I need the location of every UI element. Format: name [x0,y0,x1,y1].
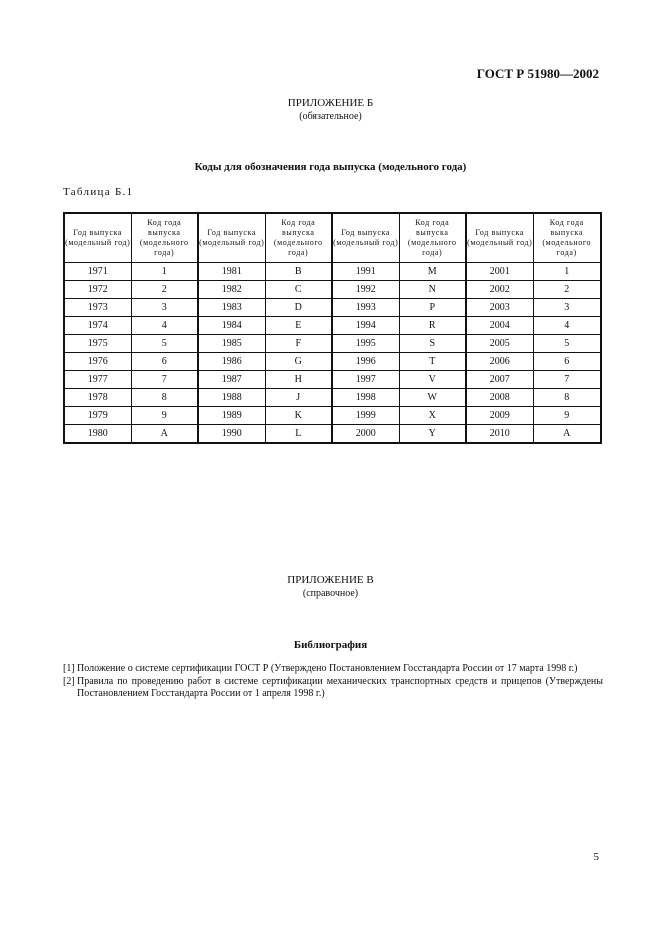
year-cell: 2009 [466,407,533,425]
code-cell: 6 [533,353,601,371]
code-cell: K [265,407,332,425]
year-cell: 1981 [198,263,265,281]
year-cell: 1977 [64,371,131,389]
code-cell: 4 [533,317,601,335]
header-year: Год выпуска (модельный год) [198,213,265,263]
bibliography-entry [63,663,603,675]
code-cell: F [265,335,332,353]
appendix-v-status: (справочное) [302,588,359,599]
year-cell: 1982 [198,281,265,299]
code-cell: S [399,335,466,353]
year-cell: 1995 [332,335,399,353]
header-code: Код года выпуска (модельного года) [533,213,601,263]
code-cell: H [265,371,332,389]
header-code: Код года выпуска (модельного года) [131,213,198,263]
code-cell: 5 [533,335,601,353]
appendix-v-title: ПРИЛОЖЕНИЕ В [287,574,374,586]
year-cell: 1984 [198,317,265,335]
header-year: Год выпуска (модельный год) [64,213,131,263]
document-code: ГОСТ Р 51980—2002 [476,66,599,81]
year-cell: 1999 [332,407,399,425]
code-cell: X [399,407,466,425]
code-cell: 8 [131,389,198,407]
code-cell: 2 [533,281,601,299]
year-cell: 1990 [198,425,265,444]
year-cell: 1972 [64,281,131,299]
code-cell: 4 [131,317,198,335]
year-cell: 1971 [64,263,131,281]
code-cell: C [265,281,332,299]
code-cell: A [131,425,198,444]
appendix-b-title: ПРИЛОЖЕНИЕ Б [287,97,374,109]
year-cell: 2006 [466,353,533,371]
bibliography-heading: Библиография [293,639,368,651]
page-number: 5 [593,851,599,863]
code-cell: 7 [533,371,601,389]
code-cell: G [265,353,332,371]
code-cell: 1 [131,263,198,281]
year-cell: 1986 [198,353,265,371]
code-cell: L [265,425,332,444]
bibliography-list [63,663,603,701]
table-row [64,371,601,389]
code-cell: J [265,389,332,407]
code-cell: P [399,299,466,317]
code-cell: D [265,299,332,317]
year-cell: 2000 [332,425,399,444]
bibliography-entry-number: [1] [63,663,75,674]
year-cell: 1987 [198,371,265,389]
year-cell: 1973 [64,299,131,317]
table-row [64,353,601,371]
code-cell: Y [399,425,466,444]
table-row [64,317,601,335]
code-cell: N [399,281,466,299]
table-header-row [64,213,601,263]
year-cell: 2010 [466,425,533,444]
code-cell: 9 [131,407,198,425]
code-cell: 3 [131,299,198,317]
year-cell: 1975 [64,335,131,353]
code-cell: E [265,317,332,335]
code-cell: 5 [131,335,198,353]
table-row [64,281,601,299]
year-cell: 1983 [198,299,265,317]
year-cell: 1998 [332,389,399,407]
year-cell: 1996 [332,353,399,371]
bibliography-entry-text: Правила по проведению работ в системе сертификации механических транспортных средств и прицепов (Утверждены Постановлением Госстандарта России от 1 апреля 1998 г.) [77,676,603,699]
year-cell: 1991 [332,263,399,281]
code-cell: V [399,371,466,389]
code-cell: 7 [131,371,198,389]
year-cell: 1978 [64,389,131,407]
code-cell: 3 [533,299,601,317]
table-row [64,407,601,425]
year-cell: 1985 [198,335,265,353]
codes-heading: Коды для обозначения года выпуска (модельного года) [194,161,467,173]
code-cell: A [533,425,601,444]
year-cell: 2002 [466,281,533,299]
year-cell: 1997 [332,371,399,389]
header-year: Год выпуска (модельный год) [466,213,533,263]
bibliography-entry-number: [2] [63,676,75,687]
bibliography-entry [63,676,603,700]
code-cell: T [399,353,466,371]
year-cell: 1989 [198,407,265,425]
year-cell: 2008 [466,389,533,407]
code-cell: 9 [533,407,601,425]
bibliography-entry-text: Положение о системе сертификации ГОСТ Р (Утверждено Постановлением Госстандарта России от 17 марта 1998 г.) [77,663,578,674]
year-cell: 1974 [64,317,131,335]
year-cell: 1992 [332,281,399,299]
year-cell: 2004 [466,317,533,335]
code-cell: W [399,389,466,407]
code-cell: B [265,263,332,281]
appendix-b [0,97,661,123]
year-cell: 1979 [64,407,131,425]
table-row [64,425,601,444]
table-row [64,335,601,353]
header-code: Код года выпуска (модельного года) [399,213,466,263]
year-cell: 1993 [332,299,399,317]
year-cell: 1980 [64,425,131,444]
year-cell: 1994 [332,317,399,335]
year-codes-table [63,212,602,444]
year-cell: 1976 [64,353,131,371]
code-cell: M [399,263,466,281]
year-cell: 2005 [466,335,533,353]
code-cell: 8 [533,389,601,407]
appendix-b-status: (обязательное) [299,111,362,122]
table-row [64,389,601,407]
appendix-v [0,574,661,600]
code-cell: 2 [131,281,198,299]
header-year: Год выпуска (модельный год) [332,213,399,263]
code-cell: R [399,317,466,335]
year-cell: 1988 [198,389,265,407]
code-cell: 1 [533,263,601,281]
table-row [64,263,601,281]
code-cell: 6 [131,353,198,371]
year-cell: 2001 [466,263,533,281]
table-caption: Таблица Б.1 [63,186,134,198]
year-cell: 2007 [466,371,533,389]
year-cell: 2003 [466,299,533,317]
table-row [64,299,601,317]
header-code: Код года выпуска (модельного года) [265,213,332,263]
